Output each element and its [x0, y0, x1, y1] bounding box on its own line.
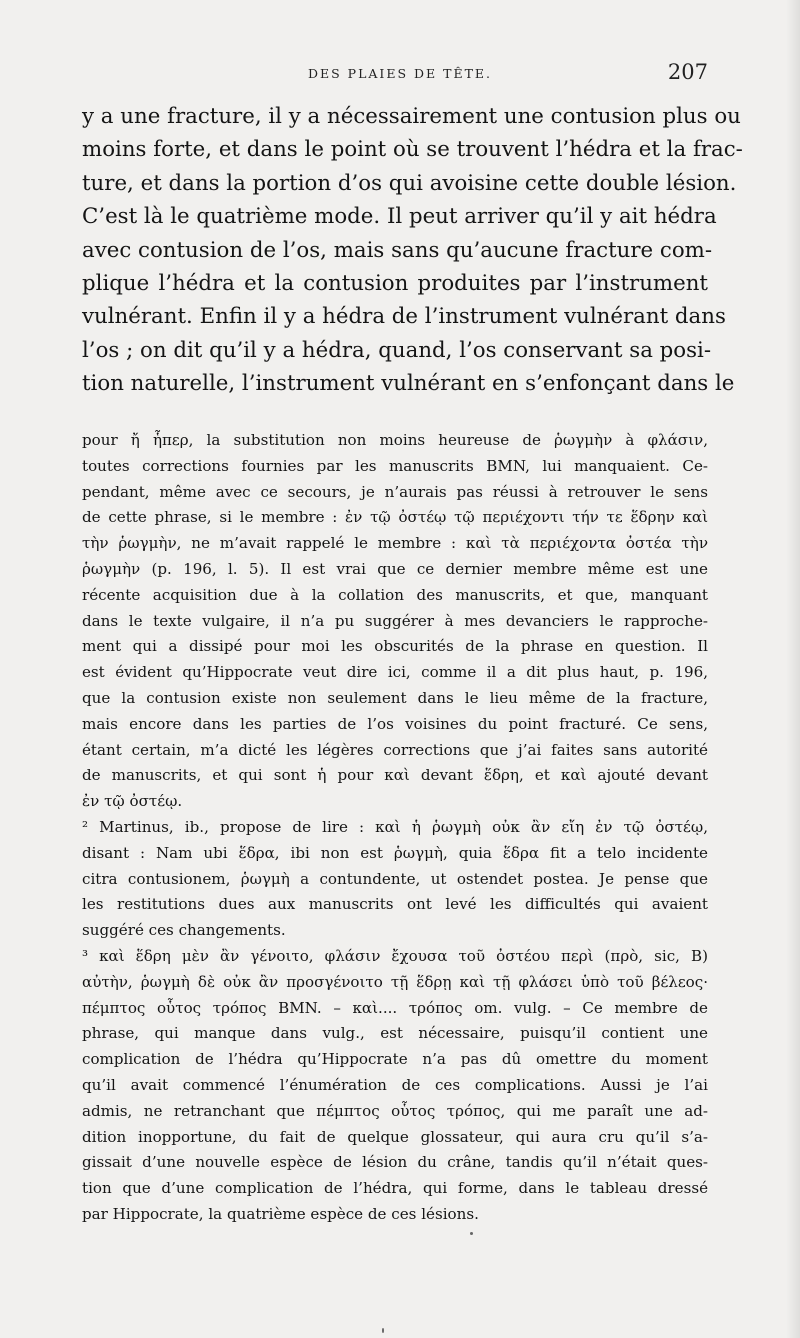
running-head: DES PLAIES DE TÊTE. [307, 66, 493, 81]
ink-speck [382, 1328, 384, 1333]
footnote-line: pendant, même avec ce secours, je n’aurais pas réussi à retrouver le sens [82, 482, 708, 501]
footnote-line: citra contusionem, ῥωγμὴ a contundente, ut ostendet postea. Je pense que [82, 869, 708, 888]
footnote-line: de cette phrase, si le membre : ἐν τῷ ὀστέῳ τῷ περιέχοντι τήν τε ἕδρην καὶ [82, 508, 708, 527]
footnote-line: ῥωγμὴν (p. 196, l. 5). Il est vrai que ce dernier membre même est une [82, 559, 708, 578]
footnote-line: ἐν τῷ ὀστέῳ. [82, 792, 183, 811]
page-header [0, 60, 800, 90]
footnote-line: τὴν ῥωγμὴν, ne m’avait rappelé le membre : καὶ τὰ περιέχοντα ὀστέα τὴν [82, 534, 708, 553]
footnote-line: αὐτὴν, ῥωγμὴ δὲ οὐκ ἂν προσγένοιτο τῇ ἕδρῃ καὶ τῇ φλάσει ὑπὸ τοῦ βέλεος· [82, 972, 708, 991]
page-number: 207 [667, 60, 708, 84]
footnote-line: que la contusion existe non seulement dans le lieu même de la fracture, [82, 688, 708, 707]
ink-speck [470, 1232, 473, 1235]
footnote-line: toutes corrections fournies par les manuscrits BMN, lui manquaient. Ce- [82, 456, 708, 475]
footnote-line: disant : Nam ubi ἕδρα, ibi non est ῥωγμὴ, quia ἕδρα fit a telo incidente [82, 843, 708, 862]
main-text-line: C’est là le quatrième mode. Il peut arriver qu’il y ait hédra [82, 204, 717, 230]
main-text-line: l’os ; on dit qu’il y a hédra, quand, l’os conservant sa posi- [82, 337, 712, 363]
footnote-line: gissait d’une nouvelle espèce de lésion du crâne, tandis qu’il n’était ques- [82, 1153, 708, 1172]
footnote-line: de manuscrits, et qui sont ἡ pour καὶ devant ἕδρη, et καὶ ajouté devant [82, 766, 708, 785]
footnote-line: dition inopportune, du fait de quelque glossateur, qui aura cru qu’il s’a- [82, 1127, 708, 1146]
footnote-line: ment qui a dissipé pour moi les obscurités de la phrase en question. Il [82, 637, 708, 656]
main-text-line: plique l’hédra et la contusion produites par l’instrument [82, 270, 708, 296]
footnote-line: πέμπτος οὗτος τρόπος BMN. – καὶ.... τρόπος om. vulg. – Ce membre de [82, 998, 708, 1017]
footnote-line: est évident qu’Hippocrate veut dire ici, comme il a dit plus haut, p. 196, [82, 663, 708, 682]
footnote-line: récente acquisition due à la collation des manuscrits, et que, manquant [82, 585, 708, 604]
footnote-line: par Hippocrate, la quatrième espèce de ces lésions. [82, 1204, 479, 1223]
footnote-line: admis, ne retranchant que πέμπτος οὗτος τρόπος, qui me paraît une ad- [82, 1101, 708, 1120]
main-text-line: tion naturelle, l’instrument vulnérant en s’enfonçant dans le [82, 371, 735, 397]
footnote-line: les restitutions dues aux manuscrits ont levé les difficultés qui avaient [82, 895, 708, 914]
footnote-line: mais encore dans les parties de l’os voisines du point fracturé. Ce sens, [82, 714, 708, 733]
main-text-line: y a une fracture, il y a nécessairement une contusion plus ou [82, 104, 741, 129]
main-text-line: vulnérant. Enfin il y a hédra de l’instrument vulnérant dans [82, 304, 726, 330]
footnote-line: suggéré ces changements. [82, 921, 286, 940]
main-text-line: moins forte, et dans le point où se trouvent l’hédra et la frac- [82, 137, 743, 163]
footnote-line: tion que d’une complication de l’hédra, qui forme, dans le tableau dressé [82, 1179, 708, 1198]
footnote-line: pour ἤ ἧπερ, la substitution non moins heureuse de ῥωγμὴν à φλάσιν, [82, 431, 708, 449]
footnote-line: complication de l’hédra qu’Hippocrate n’a pas dû omettre du moment [82, 1050, 708, 1069]
footnote-line: ² Martinus, ib., propose de lire : καὶ ἡ ῥωγμὴ οὐκ ἂν εἴη ἐν τῷ ὀστέῳ, [82, 817, 708, 836]
main-text-line: ture, et dans la portion d’os qui avoisine cette double lésion. [82, 170, 737, 196]
footnote-line: qu’il avait commencé l’énumération de ces complications. Aussi je l’ai [82, 1075, 708, 1094]
page-edge-shadow [786, 0, 800, 1338]
footnote-line: dans le texte vulgaire, il n’a pu suggérer à mes devanciers le rapproche- [82, 611, 708, 630]
footnote-line: phrase, qui manque dans vulg., est nécessaire, puisqu’il contient une [82, 1024, 708, 1043]
footnotes [82, 428, 708, 1228]
footnote-line: étant certain, m’a dicté les légères corrections que j’ai faites sans autorité [82, 740, 708, 759]
main-text [82, 100, 743, 401]
main-text-line: avec contusion de l’os, mais sans qu’aucune fracture com- [82, 237, 713, 263]
footnote-line: ³ καὶ ἕδρη μὲν ἂν γένοιτο, φλάσιν ἔχουσα τοῦ ὀστέου περὶ (πρὸ, sic, B) [82, 946, 708, 965]
